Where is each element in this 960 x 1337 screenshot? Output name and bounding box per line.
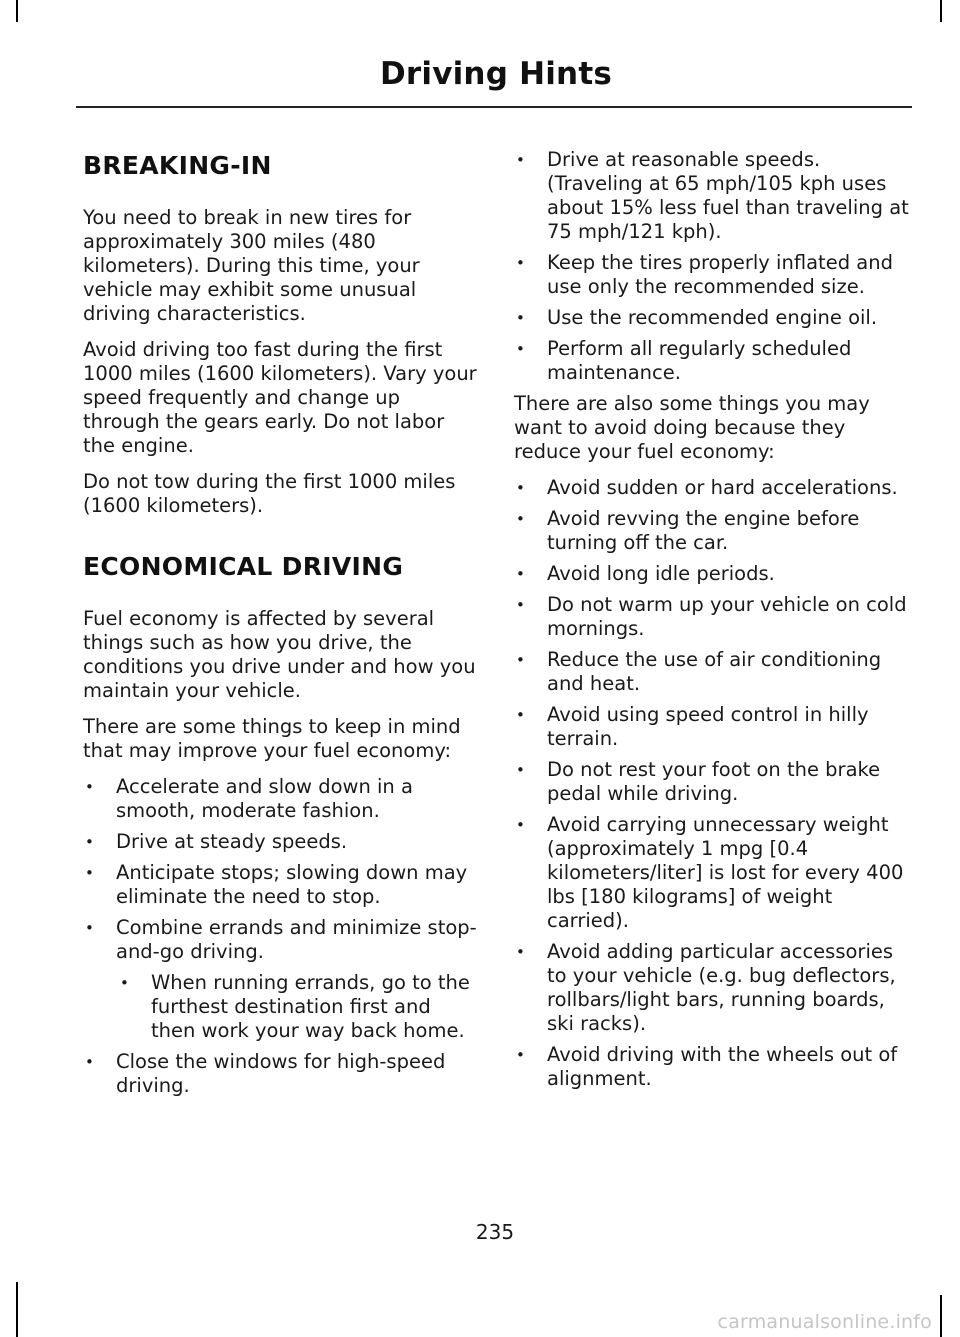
crop-mark-top-right: [940, 0, 942, 22]
paragraph: Avoid driving too fast during the first 1000 miles (1600 kilometers). Vary your speed frequently and change up through the gears early. Do not labor the engine.: [83, 338, 477, 457]
improve-list: [83, 775, 478, 1098]
list-item: • Avoid driving with the wheels out of alignment.: [514, 1043, 914, 1091]
list-item: • Do not warm up your vehicle on cold mornings.: [514, 593, 914, 641]
paragraph: There are some things to keep in mind that may improve your fuel economy:: [83, 715, 461, 762]
watermark: carmanualsonline.info: [717, 1311, 932, 1333]
page-title: Driving Hints: [379, 56, 612, 92]
list-item: • Keep the tires properly inflated and use only the recommended size.: [514, 251, 914, 299]
list-item: • Combine errands and minimize stop-and-go driving.: [83, 916, 478, 964]
paragraph: There are also some things you may want to avoid doing because they reduce your fuel economy:: [514, 392, 870, 463]
page-number: 235: [475, 1220, 515, 1244]
crop-mark-bottom-left: [16, 1282, 18, 1337]
paragraph: You need to break in new tires for approximately 300 miles (480 kilometers). During this time, your vehicle may exhibit some unusual driving characteristics.: [83, 206, 420, 325]
section-heading-economical-driving: ECONOMICAL DRIVING: [83, 552, 404, 581]
paragraph: Fuel economy is affected by several things such as how you drive, the conditions you drive under and how you maintain your vehicle.: [83, 607, 476, 702]
list-item: • Avoid using speed control in hilly terrain.: [514, 703, 914, 751]
list-item: • Avoid adding particular accessories to your vehicle (e.g. bug deflectors, rollbars/light bars, running boards, ski racks).: [514, 940, 914, 1036]
sub-list-item: • When running errands, go to the furthest destination first and then work your way back home.: [118, 971, 478, 1043]
list-item: • Anticipate stops; slowing down may eliminate the need to stop.: [83, 861, 478, 909]
list-item: • Accelerate and slow down in a smooth, moderate fashion.: [83, 775, 478, 823]
right-column: [514, 148, 914, 1098]
improve-list-continued: [514, 148, 914, 385]
list-item: • Reduce the use of air conditioning and heat.: [514, 648, 914, 696]
list-item: • Drive at steady speeds.: [83, 830, 478, 854]
crop-mark-top-left: [16, 0, 18, 22]
list-item: • Avoid sudden or hard accelerations.: [514, 476, 914, 500]
list-item: • Avoid carrying unnecessary weight (approximately 1 mpg [0.4 kilometers/liter] is lost for every 400 lbs [180 kilograms] of weight carried).: [514, 813, 914, 933]
paragraph: Do not tow during the first 1000 miles (1600 kilometers).: [83, 470, 456, 517]
left-column: [83, 148, 478, 1105]
list-item: • Avoid revving the engine before turning off the car.: [514, 507, 914, 555]
list-item: • Do not rest your foot on the brake pedal while driving.: [514, 758, 914, 806]
avoid-list: [514, 476, 914, 1091]
list-item: • Perform all regularly scheduled maintenance.: [514, 337, 914, 385]
list-item: • Avoid long idle periods.: [514, 562, 914, 586]
list-item: • Use the recommended engine oil.: [514, 306, 914, 330]
crop-mark-bottom-right: [940, 1295, 942, 1337]
list-item: • Drive at reasonable speeds. (Traveling at 65 mph/105 kph uses about 15% less fuel than traveling at 75 mph/121 kph).: [514, 148, 914, 244]
list-item: • Close the windows for high-speed driving.: [83, 1050, 478, 1098]
header-divider: [76, 106, 912, 108]
section-heading-breaking-in: BREAKING-IN: [83, 151, 272, 180]
